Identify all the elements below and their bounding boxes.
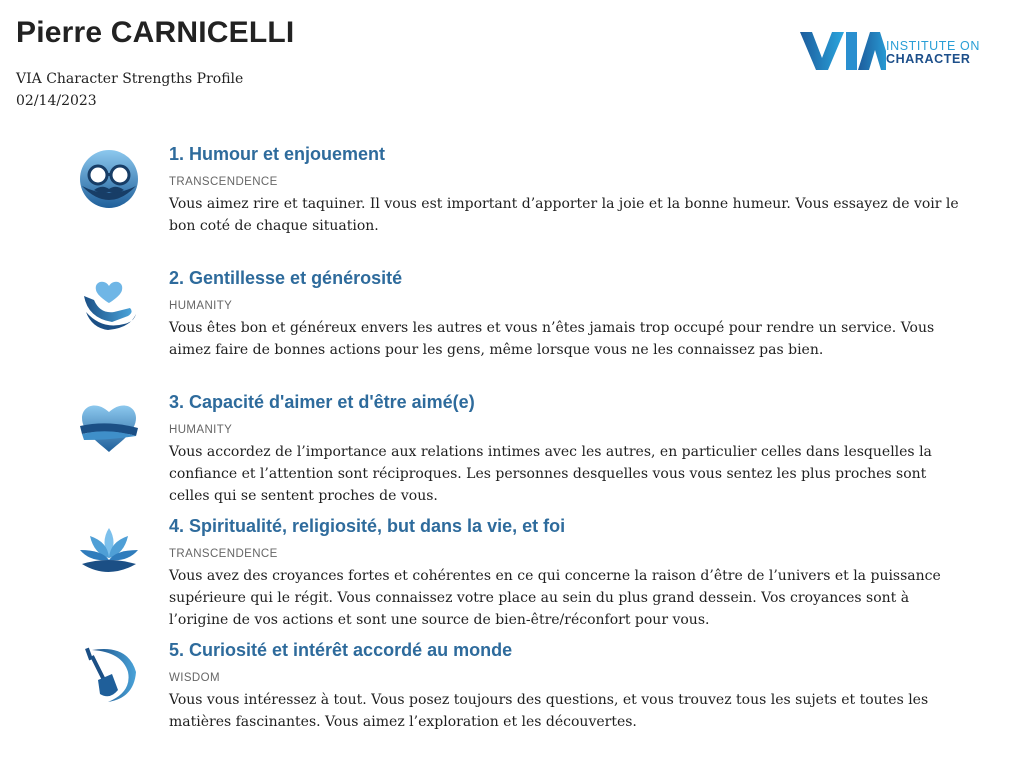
glasses-mustache-icon xyxy=(78,148,140,210)
via-logo xyxy=(800,30,982,72)
strength-virtue: HUMANITY xyxy=(169,300,233,312)
strength-description: Vous aimez rire et taquiner. Il vous est important d’apporter la joie et la bonne humeur. Vous essayez de voir le bon coté de chaque situation. xyxy=(169,196,959,234)
via-logo-mark-text: VIA xyxy=(800,30,802,31)
strengths-list xyxy=(78,142,978,762)
strength-description: Vous avez des croyances fortes et cohérentes en ce qui concerne la raison d’être de l’univers et la puissance supérieure qui le régit. Vous connaissez votre place au sein du plus grand dessein. Vos croyances sont à l’origine de vos actions et sont une source de bien-être/réconfort pour vous. xyxy=(169,568,941,628)
strength-title: 2. Gentillesse et générosité xyxy=(169,268,403,288)
logo-line-1: INSTITUTE ON xyxy=(886,39,981,53)
strength-item-5 xyxy=(78,638,978,762)
heart-ribbon-icon xyxy=(78,396,140,458)
profile-header xyxy=(16,14,294,112)
strength-item-4 xyxy=(78,514,978,638)
profile-title: VIA Character Strengths Profile xyxy=(16,71,244,87)
strength-title: 1. Humour et enjouement xyxy=(169,144,386,164)
via-logo-mark xyxy=(800,30,886,72)
strength-virtue: TRANSCENDENCE xyxy=(169,176,278,188)
strength-description: Vous êtes bon et généreux envers les autres et vous n’êtes jamais trop occupé pour rendre un service. Vous aimez faire de bonnes actions pour les gens, même lorsque vous ne les connaissez pas bien. xyxy=(169,320,935,358)
strength-title: 3. Capacité d'aimer et d'être aimé(e) xyxy=(169,392,475,412)
strength-virtue: WISDOM xyxy=(169,672,220,684)
strength-item-1 xyxy=(78,142,978,266)
strength-virtue: HUMANITY xyxy=(169,424,233,436)
hand-heart-icon xyxy=(78,272,140,334)
logo-line-2: CHARACTER xyxy=(886,52,971,66)
strength-description: Vous vous intéressez à tout. Vous posez toujours des questions, et vous trouvez tous les sujets et toutes les matières fascinantes. Vous aimez l’exploration et les découvertes. xyxy=(169,692,929,730)
strength-virtue: TRANSCENDENCE xyxy=(169,548,278,560)
strength-description: Vous accordez de l’importance aux relations intimes avec les autres, en particulier celles dans lesquelles la confiance et l’attention sont réciproques. Les personnes desquelles vous vous sentez les plus proches sont celles qui se sentent proches de vous. xyxy=(169,444,932,504)
person-name: Pierre CARNICELLI xyxy=(16,16,295,49)
shovel-icon xyxy=(78,644,140,706)
strength-item-2 xyxy=(78,266,978,390)
strength-item-3 xyxy=(78,390,978,514)
profile-date: 02/14/2023 xyxy=(16,93,97,109)
strength-title: 4. Spiritualité, religiosité, but dans la vie, et foi xyxy=(169,516,566,536)
strength-title: 5. Curiosité et intérêt accordé au monde xyxy=(169,640,513,660)
lotus-icon xyxy=(78,520,140,582)
